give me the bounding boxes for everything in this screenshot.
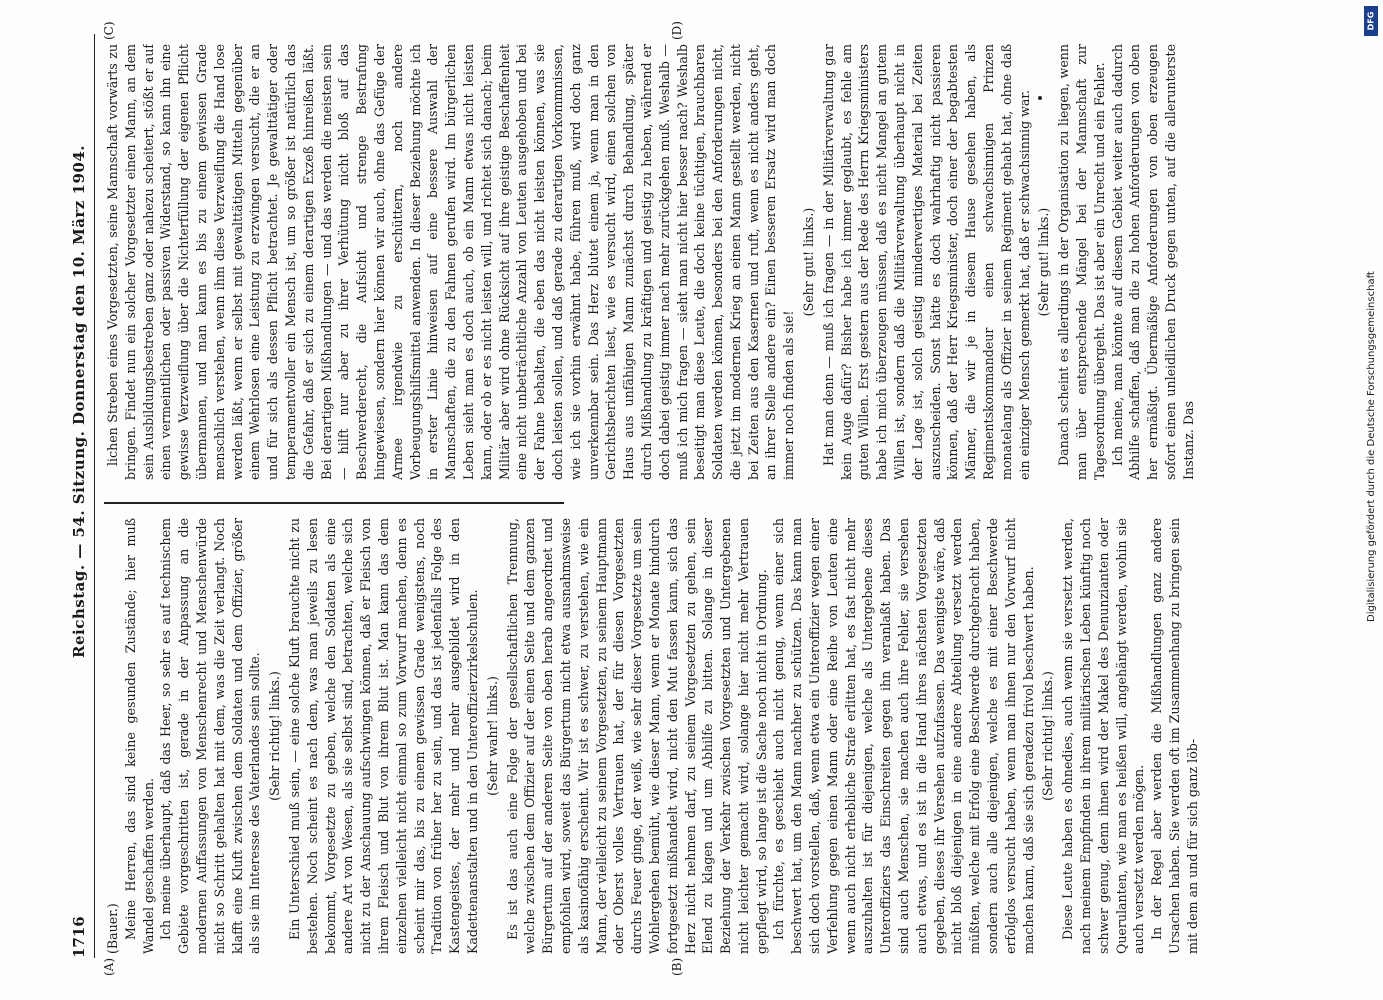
paragraph: lichen Streben eines Vorgesetzten, seine Mannschaft vorwärts zu bringen. Findet nun ein solcher Vorgesetzter einen Mann, an dem sein Ausbildungsbestreben ganz oder nahezu scheitert, stößt er auf einen vermeintlichen oder passiven Widerstand, so kann ihn eine gewisse Verzweiflung über die Nichterfüllung der eigenen Pflicht übermannen, und man kann es bis zu einem gewissen Grade menschlich verstehen, wenn ihm diese Verzweiflung die Hand lose werden läßt, wenn er selbst mit gewalttätigen Mitteln gegenüber einem Wehrlosen eine Leistung zu erzwingen versucht, die er an und für sich als dessen Pflicht betrachtet. Je gewalttätiger oder temperamentvoller ein Mensch ist, um so größer ist natürlich das die Gefahr, daß er sich zu einem derartigen Exzeß hinreißen läßt. Bei derartigen Mißhandlungen — und das werden die meisten sein — hilft nur aber zu ihrer Verhütung nicht bloß auf das Beschwerderecht, die Aufsicht und strenge Bestrafung hingewiesen, sondern hier können wir auch, ohne das Gefüge der Armee irgendwie zu erschüttern, noch andere Vorbeugungshilfsmittel anwenden. In dieser Beziehung möchte ich in erster Linie hinweisen auf eine bessere Auswahl der Mannschaften, die zu den Fahnen gerufen wird. Im bürgerlichen Leben sieht man es doch auch, ob ein Mann etwas nicht leisten kann, oder ob er es nicht leisten will, und richtet sich danach; beim Militär aber wird ohne Rücksicht auf ihre geistige Beschaffenheit eine nicht unbeträchtliche Anzahl von Leuten ausgehoben und bei der Fahne behalten, die eben das nicht leisten können, was sie doch leisten sollen, und daß gerade zu derartigen Vorkommnissen, wie ich sie vorhin erwähnt habe, führen muß, wird doch ganz unverkennbar sein. Das Herz blutet einem ja, wenn man in den Gerichtsberichten liest, wie es versucht wird, einen solchen von Haus aus unfähigen Mann zunächst durch Behandlung, später durch Mißhandlung zu kräftigen und geistig zu heben, während er doch dabei geistig immer nach mehr zurückgehen muß. Weshalb — muß ich mich fragen — sieht man nicht hier besser nach? Weshalb beseitigt man diese Leute, die doch keine tüchtigen, brauchbaren Soldaten werden können, besonders bei den Anforderungen nicht, die jetzt im modernen Krieg an einen Mann gestellt werden, nicht bei Zeiten aus den Kasernen und ruft, wenn es nicht anders geht, an ihrer Stelle andere ein? Einen besseren Ersatz wird man doch immer noch finden als sie! — [105, 44, 797, 480]
margin-marker-a: (A) — [102, 957, 116, 976]
dfg-note: Digitalisierung gefördert durch die Deutsche Forschungsgemeinschaft — [1366, 271, 1377, 622]
dfg-logo: DFG — [1364, 6, 1378, 36]
paragraph: Danach scheint es allerdings in der Organisation zu liegen, wenn man über entsprechende Mängel bei der Mannschaft zur Tagesordnung übergeht. Das ist aber ein Unrecht und ein Fehler. — [1056, 44, 1107, 480]
speaker-label: (Bauer.) — [105, 903, 120, 954]
paragraph: Ich meine, man könnte auf diesem Gebiet weiter auch dadurch Abhilfe schaffen, daß man die zu hohen Anforderungen von oben her ermäßigt. Übermäßige Anforderungen von oben erzeugen sofort einen unleidlichen Druck gegen unten, auf die allerunterste Instanz. Das — [1109, 44, 1196, 480]
paragraph: Meine Herren, das sind keine gesunden Zustände; hier muß Wandel geschaffen werden. — [122, 518, 156, 954]
header-rule — [94, 34, 95, 958]
paragraph: Ich meine überhaupt, daß das Heer, so sehr es auf technischem Gebiete vorgeschritten ist, gerade in der Anpassung an die modernen Auffassungen von Menschenrecht und Menschenwürde nicht so Schritt gehalten hat mit dem, was die Zeit verlangt. Noch klafft eine Kluft zwischen dem Soldaten und dem Offizier, größer als sie im Interesse des Vaterlandes sein sollte. — [158, 518, 263, 954]
paragraph: Diese Leute haben es ohnedies, auch wenn sie versetzt werden, nach meinem Empfinden in ihrem militärischen Leben künftig noch schwer genug, denn ihnen wird der Makel des Denunzianten oder Querulanten, wie man es heißen will, angehängt werden, wohin sie auch versetzt werden mögen. — [1060, 518, 1147, 954]
page-header — [70, 34, 92, 958]
left-column — [104, 518, 1294, 954]
paragraph: Hat man denn — muß ich fragen — in der Militärverwaltung gar kein Auge dafür? Bisher habe ich immer geglaubt, es fehle am guten Willen. Erst gestern aus der Rede des Herrn Kriegsministers habe ich mich überzeugen müssen, daß es nicht Mangel an gutem Willen ist, sondern daß die Militärverwaltung überhaupt nicht in der Lage ist, solch geistig minderwertiges Material bei Zeiten auszuscheiden. Sonst hätte es doch wahrhaftig nicht passieren können, daß der Herr Kriegsminister, doch einer der begabtesten Männer, die wir je in diesem Hause gesehen haben, als Regimentskommandeur einen schwachsinnigen Prinzen monatelang als Offizier in seinem Regiment gehabt hat, ohne daß ein einziger Mensch gemerkt hat, daß er schwachsinnig war. — [820, 44, 1032, 480]
right-column — [104, 44, 1294, 480]
page-title: Reichstag. — 54. Sitzung. Donnerstag den 10. März 1904. — [70, 144, 88, 658]
dfg-credit — [1364, 6, 1378, 626]
reaction: (Sehr richtig! links.) — [267, 671, 283, 801]
rotated-page — [60, 21, 1310, 976]
paragraph: Ein Unterschied muß sein, — eine solche Kluft brauchte nicht zu bestehen. Noch scheint es nach dem, was man jeweils zu lesen bekommt, Vorgesetzte zu geben, welche den Soldaten als eine andere Art von Wesen, als sie selbst sind, betrachten, welche sich nicht zu der Anschauung aufschwingen können, daß er Fleisch von ihrem Fleisch und Blut von ihrem Blut ist. Man kann das dem einzelnen vielleicht nicht einmal so zum Vorwurf machen, denn es scheint mir das, bis zu einem gewissen Grade wenigstens, noch Tradition von früher her zu sein, und das ist jedenfalls Folge des Kastengeistes, der mehr und mehr ausgebildet wird in den Kadettenanstalten und in den Unteroffizierzirkelschulen. — [286, 518, 480, 954]
page-number: 1716 — [70, 916, 88, 958]
margin-marker-c: (C) — [102, 21, 116, 40]
reaction: (Sehr wahr! links.) — [484, 676, 500, 796]
paragraph: In der Regel aber werden die Mißhandlungen ganz andere Ursachen haben. Sie werden oft im Zusammenhang zu bringen sein mit dem an und für sich ganz löb- — [1149, 518, 1200, 954]
paragraph: Ich fürchte, es geschieht auch nicht genug, wenn einer sich beschwert hat, um den Mann nachher zu schützen. Das kann man sich doch vorstellen, daß, wenn etwa ein Unteroffizier wegen einer Verfehlung gegen einen Mann oder eine Reihe von Leuten eine wenn auch nicht erhebliche Strafe erlitten hat, es fast nicht mehr auszuhalten ist für diejenigen, welche als Untergebene dieses Unteroffiziers das Einschreiten gegen ihn veranlaßt haben. Das sind auch Menschen, sie machen auch ihre Fehler, sie versehen auch etwas, und es ist in die Hand ihres nächsten Vorgesetzten gegeben, dieses ihr Versehen aufzufassen. Das wenigste wäre, daß nicht bloß diejenigen in eine andere Abteilung versetzt werden müßten, welche mit Erfolg eine Beschwerde durchgebracht haben, sondern auch alle diejenigen, welche es mit einer Beschwerde erfolglos versucht haben, wenn man ihnen nur den Vorwurf nicht machen kann, daß sie sich geradezu frivol beschwert haben. — [771, 518, 1036, 954]
reaction: (Sehr gut! links.) — [1036, 207, 1052, 317]
paragraph: Es ist das auch eine Folge der gesellschaftlichen Trennung, welche zwischen dem Offizier auf der einen Seite und dem ganzen Bürgertum auf der anderen Seite von oben herab angeordnet und empfohlen wird, soweit das Bürgertum nicht etwa ausnahmsweise als kasinofähig erscheint. Wir ist es schwer, zu verstehen, wie ein Mann, der vielleicht zu seinem Vorgesetzten, zu seinem Hauptmann oder Oberst volles Vertrauen hat, der für diesen Vorgesetzten durchs Feuer ginge, der weiß, wie sehr dieser Vorgesetzte um sein Wohlergehen bemüht, wie dieser Mann, wenn er Monate hindurch fortgesetzt mißhandelt wird, nicht den Mut fassen kann, sich das Herz nicht nehmen darf, zu seinem Vorgesetzten zu gehen, sein Elend zu klagen und um Abhilfe zu bitten. Solange in dieser Beziehung der Verkehr zwischen Vorgesetzten und Untergebenen nicht leichter gemacht wird, solange hier nicht mehr Vertrauen gepflegt wird, so lange ist die Sache noch nicht in Ordnung. — [504, 518, 769, 954]
margin-marker-b: (B) — [670, 957, 684, 976]
reaction: (Sehr richtig! links.) — [1040, 671, 1056, 801]
reaction: (Sehr gut! links.) — [801, 207, 817, 317]
margin-marker-d: (D) — [670, 21, 684, 40]
column-divider — [104, 502, 564, 504]
